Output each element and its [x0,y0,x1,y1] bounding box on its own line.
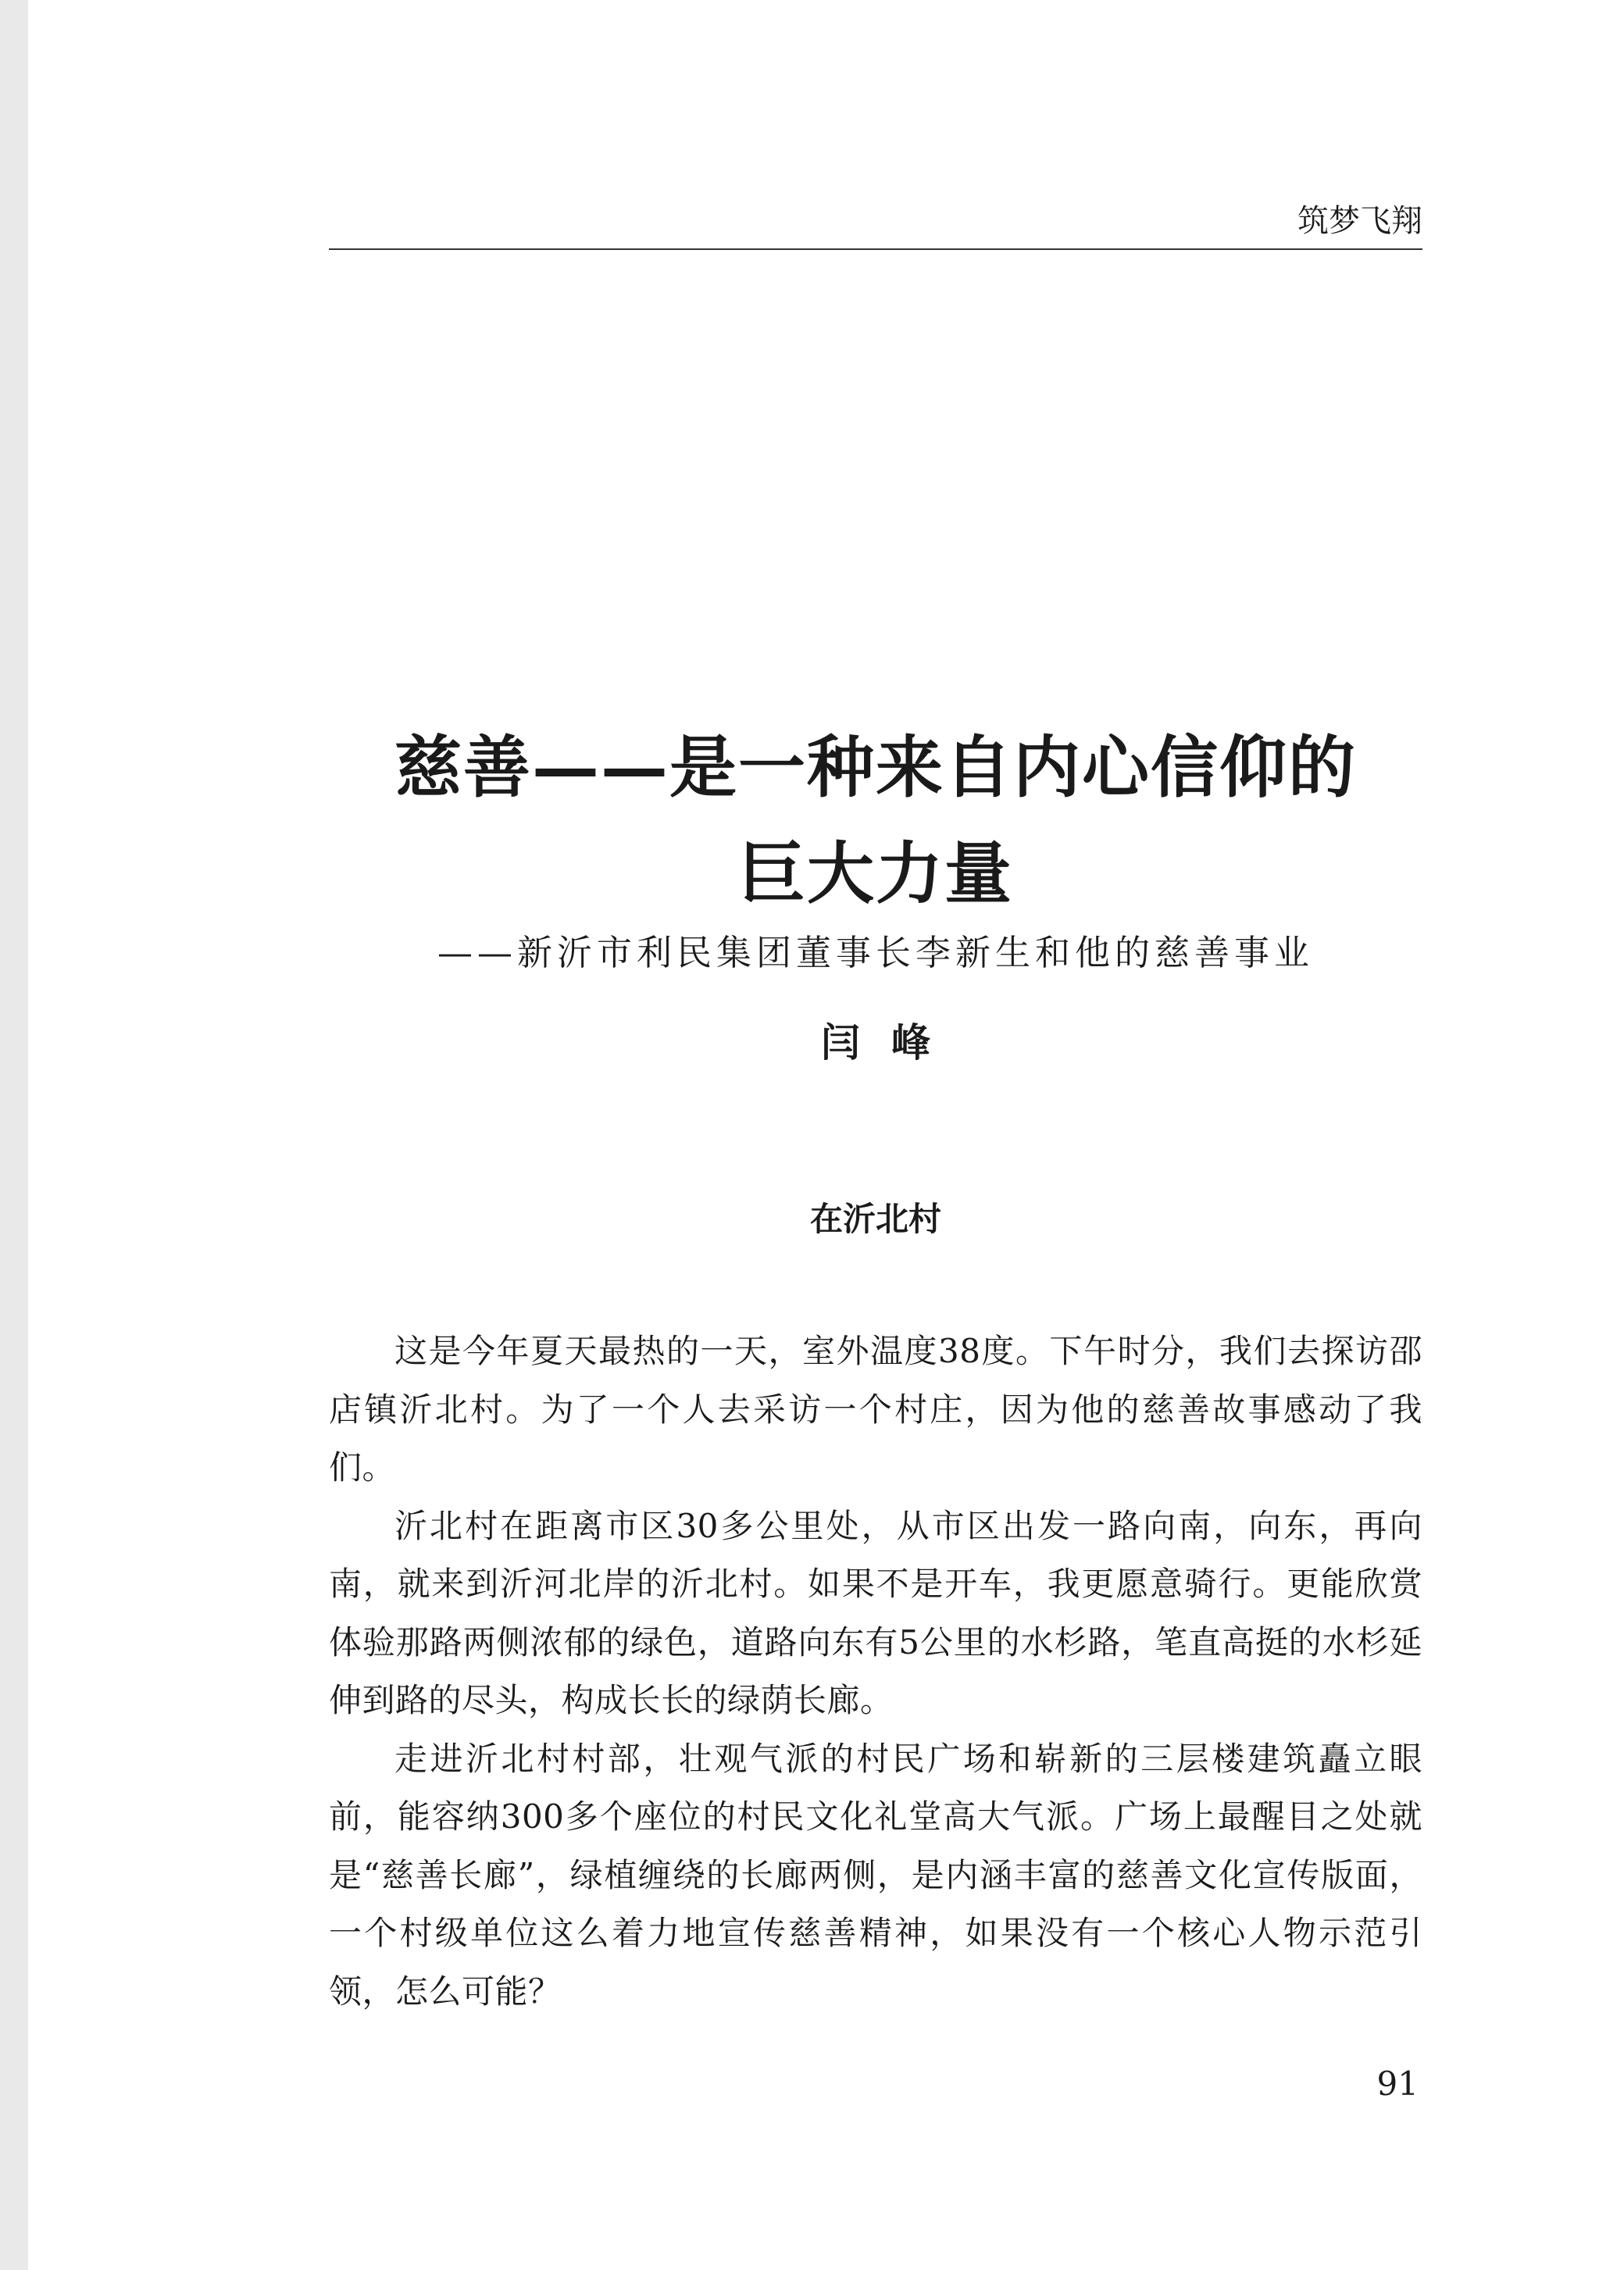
page-number: 91 [1376,2065,1419,2103]
running-head: 筑梦飞翔 [1297,203,1422,239]
title-line-2: 巨大力量 [738,834,1013,913]
author-name: 闫峰 [821,1019,962,1065]
paragraph-3: 走进沂北村村部，壮观气派的村民广场和崭新的三层楼建筑矗立眼前，能容纳300多个座位的村民文化礼堂高大气派。广场上最醒目之处就是“慈善长廊”，绿植缠绕的长廊两侧，是内涵丰富的慈善文化宣传版面，一个村级单位这么着力地宣传慈善精神，如果没有一个核心人物示范引领，怎么可能？ [329,1739,1422,2011]
section-heading: 在沂北村 [809,1200,941,1238]
title-line-1: 慈善——是一种来自内心信仰的 [394,728,1357,807]
paragraph-2: 沂北村在距离市区30多公里处，从市区出发一路向南，向东，再向南，就来到沂河北岸的沂北村。如果不是开车，我更愿意骑行。更能欣赏体验那路两侧浓郁的绿色，道路向东有5公里的水杉路，笔直高挺的水杉延伸到路的尽头，构成长长的绿荫长廊。 [329,1506,1422,1719]
header-rule [329,248,1422,250]
paragraph-1: 这是今年夏天最热的一天，室外温度38度。下午时分，我们去探访邵店镇沂北村。为了一个人去采访一个村庄，因为他的慈善故事感动了我们。 [329,1332,1422,1487]
article-title [329,715,1422,927]
book-page [28,0,1624,2270]
binding-edge [0,0,28,2270]
body-text [329,1322,1422,2021]
article-subtitle: ——新沂市利民集团董事长李新生和他的慈善事业 [437,932,1314,973]
